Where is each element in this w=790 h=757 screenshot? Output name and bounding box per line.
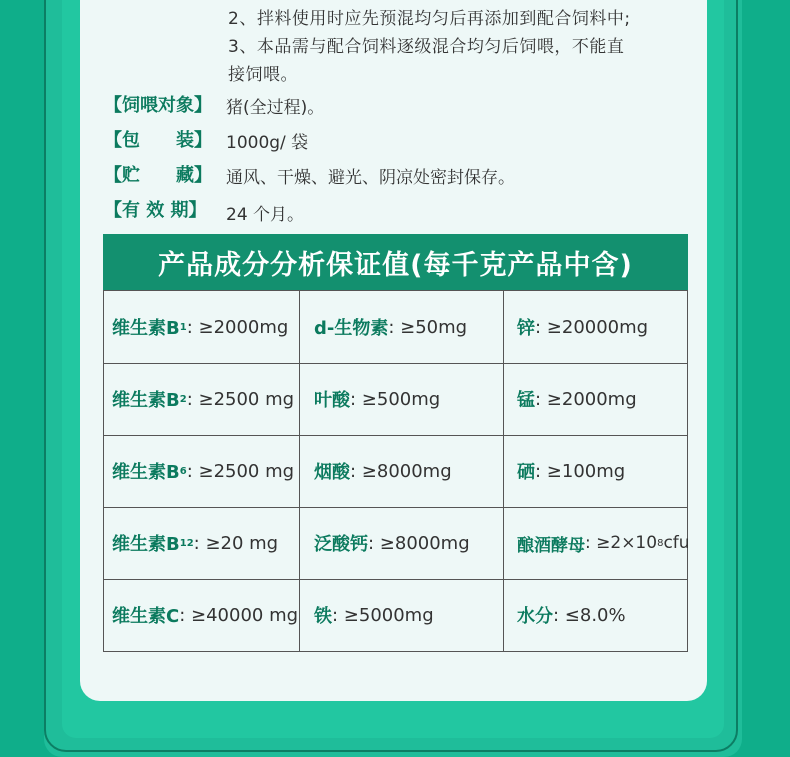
spec-label-target: 【饲喂对象】 [104, 95, 212, 116]
table-cell [112, 507, 278, 579]
table-cell [314, 291, 467, 363]
spec-value-package: 1000g/ 袋 [226, 133, 309, 153]
nutrient-value: : ≥2×10 [585, 533, 658, 553]
table-cell [517, 291, 648, 363]
usage-note-3-continued: 接饲喂。 [228, 65, 298, 85]
nutrient-value: : ≥2000mg [535, 388, 637, 410]
nutrient-name: 叶酸 [314, 390, 350, 411]
nutrient-value: : ≥20 mg [193, 532, 279, 554]
nutrient-subscript: 2 [179, 393, 187, 405]
nutrient-name: d-生物素 [314, 318, 389, 339]
table-column-divider [299, 291, 300, 651]
usage-note-2: 2、拌料使用时应先预混均匀后再添加到配合饲料中; [228, 9, 631, 29]
nutrient-subscript: 1 [179, 321, 187, 333]
nutrient-name: 烟酸 [314, 462, 350, 483]
nutrient-name: 维生素B [112, 534, 180, 555]
spec-value-target: 猪(全过程)。 [226, 98, 325, 118]
spec-value-storage: 通风、干燥、避光、阴凉处密封保存。 [226, 168, 515, 188]
composition-table [103, 290, 688, 652]
nutrient-value: : ≥5000mg [332, 604, 434, 626]
nutrient-value: : ≥500mg [350, 388, 441, 410]
nutrient-name: 硒 [517, 462, 535, 483]
spec-label-shelf-life: 【有 效 期】 [104, 200, 207, 221]
table-title: 产品成分分析保证值(每千克产品中含) [103, 234, 688, 290]
nutrient-name: 维生素B [112, 462, 180, 483]
nutrient-unit: cfu [663, 533, 690, 553]
table-cell [314, 507, 470, 579]
table-cell [517, 435, 625, 507]
table-cell [314, 435, 452, 507]
nutrient-name: 泛酸钙 [314, 534, 368, 555]
spec-label-package: 【包 装】 [104, 130, 212, 151]
nutrient-value: : ≥50mg [388, 316, 468, 338]
nutrient-exponent: 8 [657, 537, 664, 549]
table-cell [112, 435, 294, 507]
usage-note-3: 3、本品需与配合饲料逐级混合均匀后饲喂，不能直 [228, 37, 625, 57]
table-cell [314, 363, 440, 435]
nutrient-name: 酿酒酵母 [517, 535, 585, 556]
table-cell [517, 363, 637, 435]
nutrient-subscript: 12 [179, 537, 194, 549]
nutrient-name: 铁 [314, 606, 332, 627]
nutrient-name: 维生素B [112, 318, 180, 339]
nutrient-value: : ≥100mg [535, 460, 626, 482]
nutrient-name: 锌 [517, 318, 535, 339]
nutrient-value: : ≥40000 mg [179, 604, 299, 626]
nutrient-value: : ≥8000mg [350, 460, 452, 482]
nutrient-value: : ≥20000mg [535, 316, 649, 338]
nutrient-value: : ≤8.0% [553, 604, 626, 626]
nutrient-name: 维生素B [112, 390, 180, 411]
spec-value-shelf-life: 24 个月。 [226, 205, 305, 225]
nutrient-name: 锰 [517, 390, 535, 411]
table-cell [517, 507, 690, 579]
nutrient-value: : ≥2500 mg [186, 460, 295, 482]
table-column-divider [503, 291, 504, 651]
nutrient-value: : ≥8000mg [368, 532, 470, 554]
nutrient-value: : ≥2000mg [186, 316, 289, 338]
table-cell [314, 579, 434, 651]
table-cell [112, 291, 288, 363]
table-cell [517, 579, 626, 651]
nutrient-value: : ≥2500 mg [186, 388, 295, 410]
spec-label-storage: 【贮 藏】 [104, 165, 212, 186]
table-cell [112, 363, 294, 435]
nutrient-name: 维生素C [112, 606, 180, 627]
nutrient-subscript: 6 [179, 465, 187, 477]
nutrient-name: 水分 [517, 606, 553, 627]
table-cell [112, 579, 298, 651]
